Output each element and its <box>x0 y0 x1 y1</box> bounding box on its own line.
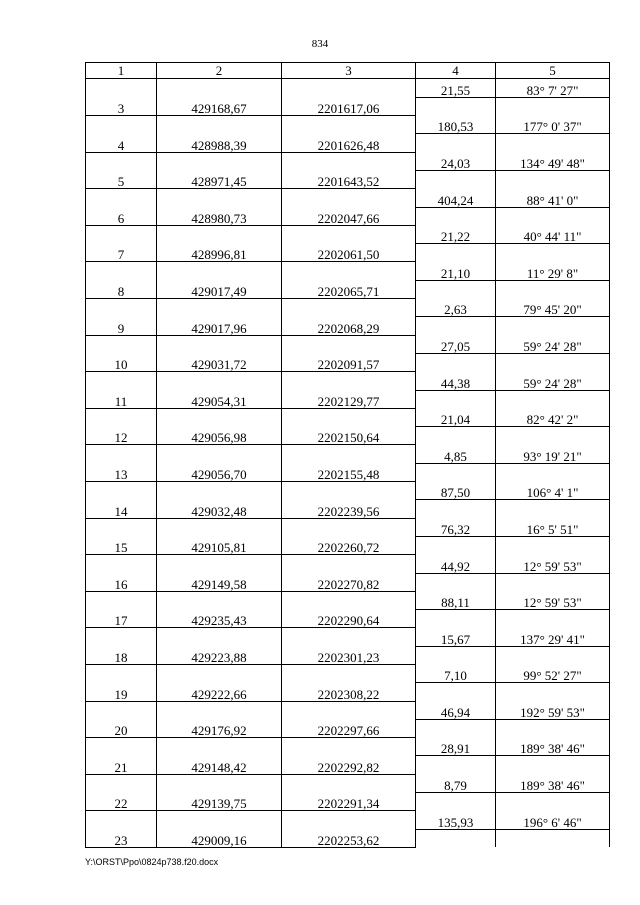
y-coordinate-cell: 2201617,06 <box>282 97 416 115</box>
length-cell <box>416 536 496 554</box>
point-number-cell <box>86 445 157 463</box>
point-row <box>86 536 610 554</box>
page-number: 834 <box>311 38 329 50</box>
table-body <box>86 79 610 848</box>
segment-row <box>86 116 610 134</box>
length-cell <box>416 280 496 298</box>
angle-cell: 192° 59' 53" <box>496 701 610 719</box>
segment-row <box>86 225 610 243</box>
x-coordinate-cell: 429139,75 <box>157 793 282 811</box>
x-coordinate-cell: 429032,48 <box>157 500 282 518</box>
point-number-cell: 3 <box>86 97 157 115</box>
length-cell: 24,03 <box>416 152 496 170</box>
length-cell: 2,63 <box>416 299 496 317</box>
column-header-3: 3 <box>282 63 416 79</box>
length-cell: 46,94 <box>416 701 496 719</box>
point-number-cell: 13 <box>86 463 157 481</box>
y-coordinate-cell: 2202290,64 <box>282 610 416 628</box>
angle-cell <box>496 719 610 737</box>
angle-cell: 177° 0' 37" <box>496 116 610 134</box>
point-number-cell: 21 <box>86 756 157 774</box>
y-coordinate-cell: 2202297,66 <box>282 719 416 737</box>
point-number-cell <box>86 738 157 756</box>
y-coordinate-cell <box>282 445 416 463</box>
length-cell <box>416 170 496 188</box>
point-number-cell <box>86 628 157 646</box>
length-cell: 180,53 <box>416 116 496 134</box>
angle-cell: 196° 6' 46" <box>496 811 610 829</box>
segment-row <box>86 665 610 683</box>
angle-cell: 83° 7' 27" <box>496 79 610 98</box>
segment-row <box>86 79 610 98</box>
y-coordinate-cell <box>282 335 416 353</box>
column-header-1: 1 <box>86 63 157 79</box>
length-cell: 21,55 <box>416 79 496 98</box>
point-row <box>86 280 610 298</box>
y-coordinate-cell: 2202270,82 <box>282 573 416 591</box>
x-coordinate-cell <box>157 518 282 536</box>
angle-cell <box>496 793 610 811</box>
x-coordinate-cell: 429105,81 <box>157 536 282 554</box>
column-header-4: 4 <box>416 63 496 79</box>
point-number-cell <box>86 299 157 317</box>
x-coordinate-cell <box>157 335 282 353</box>
x-coordinate-cell: 429009,16 <box>157 829 282 847</box>
point-row <box>86 390 610 408</box>
segment-row <box>86 299 610 317</box>
length-cell: 44,92 <box>416 555 496 573</box>
segment-row <box>86 262 610 280</box>
x-coordinate-cell <box>157 79 282 98</box>
length-cell: 21,10 <box>416 262 496 280</box>
point-number-cell <box>86 482 157 500</box>
segment-row <box>86 445 610 463</box>
x-coordinate-cell <box>157 555 282 573</box>
x-coordinate-cell <box>157 738 282 756</box>
angle-cell: 40° 44' 11" <box>496 225 610 243</box>
y-coordinate-cell: 2202065,71 <box>282 280 416 298</box>
x-coordinate-cell: 428996,81 <box>157 244 282 262</box>
length-cell <box>416 829 496 847</box>
point-number-cell: 19 <box>86 683 157 701</box>
angle-cell <box>496 317 610 335</box>
y-coordinate-cell: 2202308,22 <box>282 683 416 701</box>
y-coordinate-cell <box>282 591 416 609</box>
x-coordinate-cell <box>157 225 282 243</box>
point-row <box>86 463 610 481</box>
y-coordinate-cell: 2202253,62 <box>282 829 416 847</box>
angle-cell <box>496 756 610 774</box>
x-coordinate-cell <box>157 189 282 207</box>
angle-cell: 189° 38' 46" <box>496 774 610 792</box>
point-number-cell: 16 <box>86 573 157 591</box>
point-row <box>86 244 610 262</box>
y-coordinate-cell: 2202091,57 <box>282 353 416 371</box>
point-number-cell: 17 <box>86 610 157 628</box>
angle-cell: 59° 24' 28" <box>496 335 610 353</box>
angle-cell <box>496 390 610 408</box>
angle-cell: 106° 4' 1" <box>496 482 610 500</box>
length-cell: 76,32 <box>416 518 496 536</box>
length-cell <box>416 646 496 664</box>
y-coordinate-cell: 2201626,48 <box>282 134 416 152</box>
y-coordinate-cell: 2202068,29 <box>282 317 416 335</box>
point-number-cell: 20 <box>86 719 157 737</box>
length-cell: 87,50 <box>416 482 496 500</box>
point-number-cell: 18 <box>86 646 157 664</box>
x-coordinate-cell: 428971,45 <box>157 170 282 188</box>
segment-row <box>86 738 610 756</box>
angle-cell <box>496 500 610 518</box>
y-coordinate-cell <box>282 79 416 98</box>
x-coordinate-cell: 429056,98 <box>157 427 282 445</box>
point-number-cell: 9 <box>86 317 157 335</box>
angle-cell: 11° 29' 8" <box>496 262 610 280</box>
x-coordinate-cell: 429031,72 <box>157 353 282 371</box>
x-coordinate-cell: 429168,67 <box>157 97 282 115</box>
x-coordinate-cell <box>157 299 282 317</box>
y-coordinate-cell <box>282 262 416 280</box>
length-cell: 7,10 <box>416 665 496 683</box>
point-row <box>86 756 610 774</box>
length-cell: 15,67 <box>416 628 496 646</box>
length-cell: 44,38 <box>416 372 496 390</box>
angle-cell <box>496 97 610 115</box>
angle-cell <box>496 134 610 152</box>
angle-cell: 137° 29' 41" <box>496 628 610 646</box>
length-cell: 135,93 <box>416 811 496 829</box>
angle-cell: 82° 42' 2" <box>496 408 610 426</box>
point-number-cell <box>86 591 157 609</box>
point-row <box>86 683 610 701</box>
y-coordinate-cell <box>282 738 416 756</box>
column-header-2: 2 <box>157 63 282 79</box>
angle-cell <box>496 573 610 591</box>
segment-row <box>86 555 610 573</box>
x-coordinate-cell <box>157 152 282 170</box>
point-number-cell <box>86 335 157 353</box>
point-row <box>86 97 610 115</box>
point-number-cell: 22 <box>86 793 157 811</box>
y-coordinate-cell: 2202260,72 <box>282 536 416 554</box>
angle-cell: 99° 52' 27" <box>496 665 610 683</box>
point-number-cell: 14 <box>86 500 157 518</box>
y-coordinate-cell <box>282 189 416 207</box>
length-cell <box>416 317 496 335</box>
length-cell <box>416 500 496 518</box>
segment-row <box>86 482 610 500</box>
point-number-cell <box>86 262 157 280</box>
point-number-cell <box>86 372 157 390</box>
point-number-cell: 6 <box>86 207 157 225</box>
point-number-cell <box>86 774 157 792</box>
table-header-row <box>86 63 610 79</box>
column-header-5: 5 <box>496 63 610 79</box>
x-coordinate-cell <box>157 774 282 792</box>
length-cell: 28,91 <box>416 738 496 756</box>
x-coordinate-cell: 429148,42 <box>157 756 282 774</box>
x-coordinate-cell: 429017,96 <box>157 317 282 335</box>
point-number-cell <box>86 701 157 719</box>
angle-cell: 189° 38' 46" <box>496 738 610 756</box>
x-coordinate-cell: 429054,31 <box>157 390 282 408</box>
coordinates-table <box>85 62 610 848</box>
segment-row <box>86 774 610 792</box>
point-number-cell <box>86 116 157 134</box>
point-number-cell: 23 <box>86 829 157 847</box>
point-row <box>86 317 610 335</box>
point-row <box>86 427 610 445</box>
length-cell <box>416 97 496 115</box>
length-cell: 88,11 <box>416 591 496 609</box>
point-number-cell: 12 <box>86 427 157 445</box>
point-number-cell <box>86 152 157 170</box>
x-coordinate-cell <box>157 591 282 609</box>
angle-cell: 93° 19' 21" <box>496 445 610 463</box>
point-row <box>86 719 610 737</box>
length-cell <box>416 134 496 152</box>
y-coordinate-cell <box>282 372 416 390</box>
angle-cell <box>496 463 610 481</box>
segment-row <box>86 152 610 170</box>
angle-cell: 12° 59' 53" <box>496 555 610 573</box>
y-coordinate-cell: 2202061,50 <box>282 244 416 262</box>
angle-cell: 134° 49' 48" <box>496 152 610 170</box>
angle-cell <box>496 244 610 262</box>
segment-row <box>86 811 610 829</box>
length-cell <box>416 719 496 737</box>
y-coordinate-cell: 2202150,64 <box>282 427 416 445</box>
segment-row <box>86 335 610 353</box>
point-number-cell <box>86 79 157 98</box>
point-number-cell <box>86 518 157 536</box>
length-cell <box>416 573 496 591</box>
segment-row <box>86 189 610 207</box>
y-coordinate-cell: 2202129,77 <box>282 390 416 408</box>
point-row <box>86 500 610 518</box>
point-row <box>86 573 610 591</box>
angle-cell: 79° 45' 20" <box>496 299 610 317</box>
point-number-cell: 15 <box>86 536 157 554</box>
angle-cell: 59° 24' 28" <box>496 372 610 390</box>
x-coordinate-cell <box>157 116 282 134</box>
length-cell <box>416 793 496 811</box>
x-coordinate-cell <box>157 262 282 280</box>
y-coordinate-cell: 2202047,66 <box>282 207 416 225</box>
angle-cell <box>496 646 610 664</box>
segment-row <box>86 518 610 536</box>
y-coordinate-cell: 2202239,56 <box>282 500 416 518</box>
file-path-footer: Y:\ORST\Ppo\0824p738.f20.docx <box>85 857 219 867</box>
segment-row <box>86 701 610 719</box>
point-row <box>86 134 610 152</box>
y-coordinate-cell: 2202155,48 <box>282 463 416 481</box>
y-coordinate-cell <box>282 811 416 829</box>
point-number-cell: 10 <box>86 353 157 371</box>
length-cell <box>416 756 496 774</box>
x-coordinate-cell <box>157 372 282 390</box>
angle-cell <box>496 353 610 371</box>
length-cell <box>416 683 496 701</box>
angle-cell <box>496 207 610 225</box>
x-coordinate-cell: 429176,92 <box>157 719 282 737</box>
point-row <box>86 646 610 664</box>
point-number-cell <box>86 665 157 683</box>
y-coordinate-cell: 2202301,23 <box>282 646 416 664</box>
y-coordinate-cell <box>282 299 416 317</box>
y-coordinate-cell <box>282 482 416 500</box>
length-cell <box>416 207 496 225</box>
point-row <box>86 829 610 847</box>
point-number-cell: 11 <box>86 390 157 408</box>
segment-row <box>86 591 610 609</box>
x-coordinate-cell <box>157 408 282 426</box>
x-coordinate-cell: 429223,88 <box>157 646 282 664</box>
x-coordinate-cell <box>157 482 282 500</box>
point-row <box>86 170 610 188</box>
length-cell: 8,79 <box>416 774 496 792</box>
length-cell <box>416 463 496 481</box>
length-cell: 404,24 <box>416 189 496 207</box>
length-cell <box>416 427 496 445</box>
x-coordinate-cell: 429149,58 <box>157 573 282 591</box>
x-coordinate-cell <box>157 701 282 719</box>
y-coordinate-cell <box>282 665 416 683</box>
angle-cell: 12° 59' 53" <box>496 591 610 609</box>
point-number-cell: 8 <box>86 280 157 298</box>
angle-cell <box>496 280 610 298</box>
y-coordinate-cell <box>282 225 416 243</box>
point-number-cell <box>86 189 157 207</box>
x-coordinate-cell <box>157 628 282 646</box>
point-number-cell: 5 <box>86 170 157 188</box>
segment-row <box>86 628 610 646</box>
length-cell: 21,22 <box>416 225 496 243</box>
x-coordinate-cell: 429056,70 <box>157 463 282 481</box>
x-coordinate-cell: 429222,66 <box>157 683 282 701</box>
point-row <box>86 353 610 371</box>
segment-row <box>86 408 610 426</box>
point-number-cell: 4 <box>86 134 157 152</box>
angle-cell <box>496 683 610 701</box>
point-number-cell <box>86 225 157 243</box>
x-coordinate-cell: 429017,49 <box>157 280 282 298</box>
x-coordinate-cell <box>157 445 282 463</box>
length-cell <box>416 390 496 408</box>
y-coordinate-cell <box>282 774 416 792</box>
x-coordinate-cell: 428980,73 <box>157 207 282 225</box>
y-coordinate-cell <box>282 152 416 170</box>
y-coordinate-cell <box>282 628 416 646</box>
length-cell <box>416 244 496 262</box>
point-number-cell <box>86 408 157 426</box>
segment-row <box>86 372 610 390</box>
point-row <box>86 793 610 811</box>
y-coordinate-cell: 2202292,82 <box>282 756 416 774</box>
y-coordinate-cell <box>282 555 416 573</box>
y-coordinate-cell <box>282 408 416 426</box>
x-coordinate-cell: 429235,43 <box>157 610 282 628</box>
angle-cell: 88° 41' 0" <box>496 189 610 207</box>
x-coordinate-cell <box>157 811 282 829</box>
point-number-cell <box>86 555 157 573</box>
x-coordinate-cell <box>157 665 282 683</box>
x-coordinate-cell: 428988,39 <box>157 134 282 152</box>
y-coordinate-cell <box>282 701 416 719</box>
angle-cell <box>496 829 610 847</box>
y-coordinate-cell <box>282 518 416 536</box>
angle-cell: 16° 5' 51" <box>496 518 610 536</box>
angle-cell <box>496 170 610 188</box>
point-row <box>86 610 610 628</box>
length-cell <box>416 610 496 628</box>
y-coordinate-cell <box>282 116 416 134</box>
angle-cell <box>496 427 610 445</box>
y-coordinate-cell: 2202291,34 <box>282 793 416 811</box>
angle-cell <box>496 610 610 628</box>
length-cell: 27,05 <box>416 335 496 353</box>
point-row <box>86 207 610 225</box>
angle-cell <box>496 536 610 554</box>
length-cell <box>416 353 496 371</box>
y-coordinate-cell: 2201643,52 <box>282 170 416 188</box>
point-number-cell <box>86 811 157 829</box>
point-number-cell: 7 <box>86 244 157 262</box>
length-cell: 21,04 <box>416 408 496 426</box>
length-cell: 4,85 <box>416 445 496 463</box>
